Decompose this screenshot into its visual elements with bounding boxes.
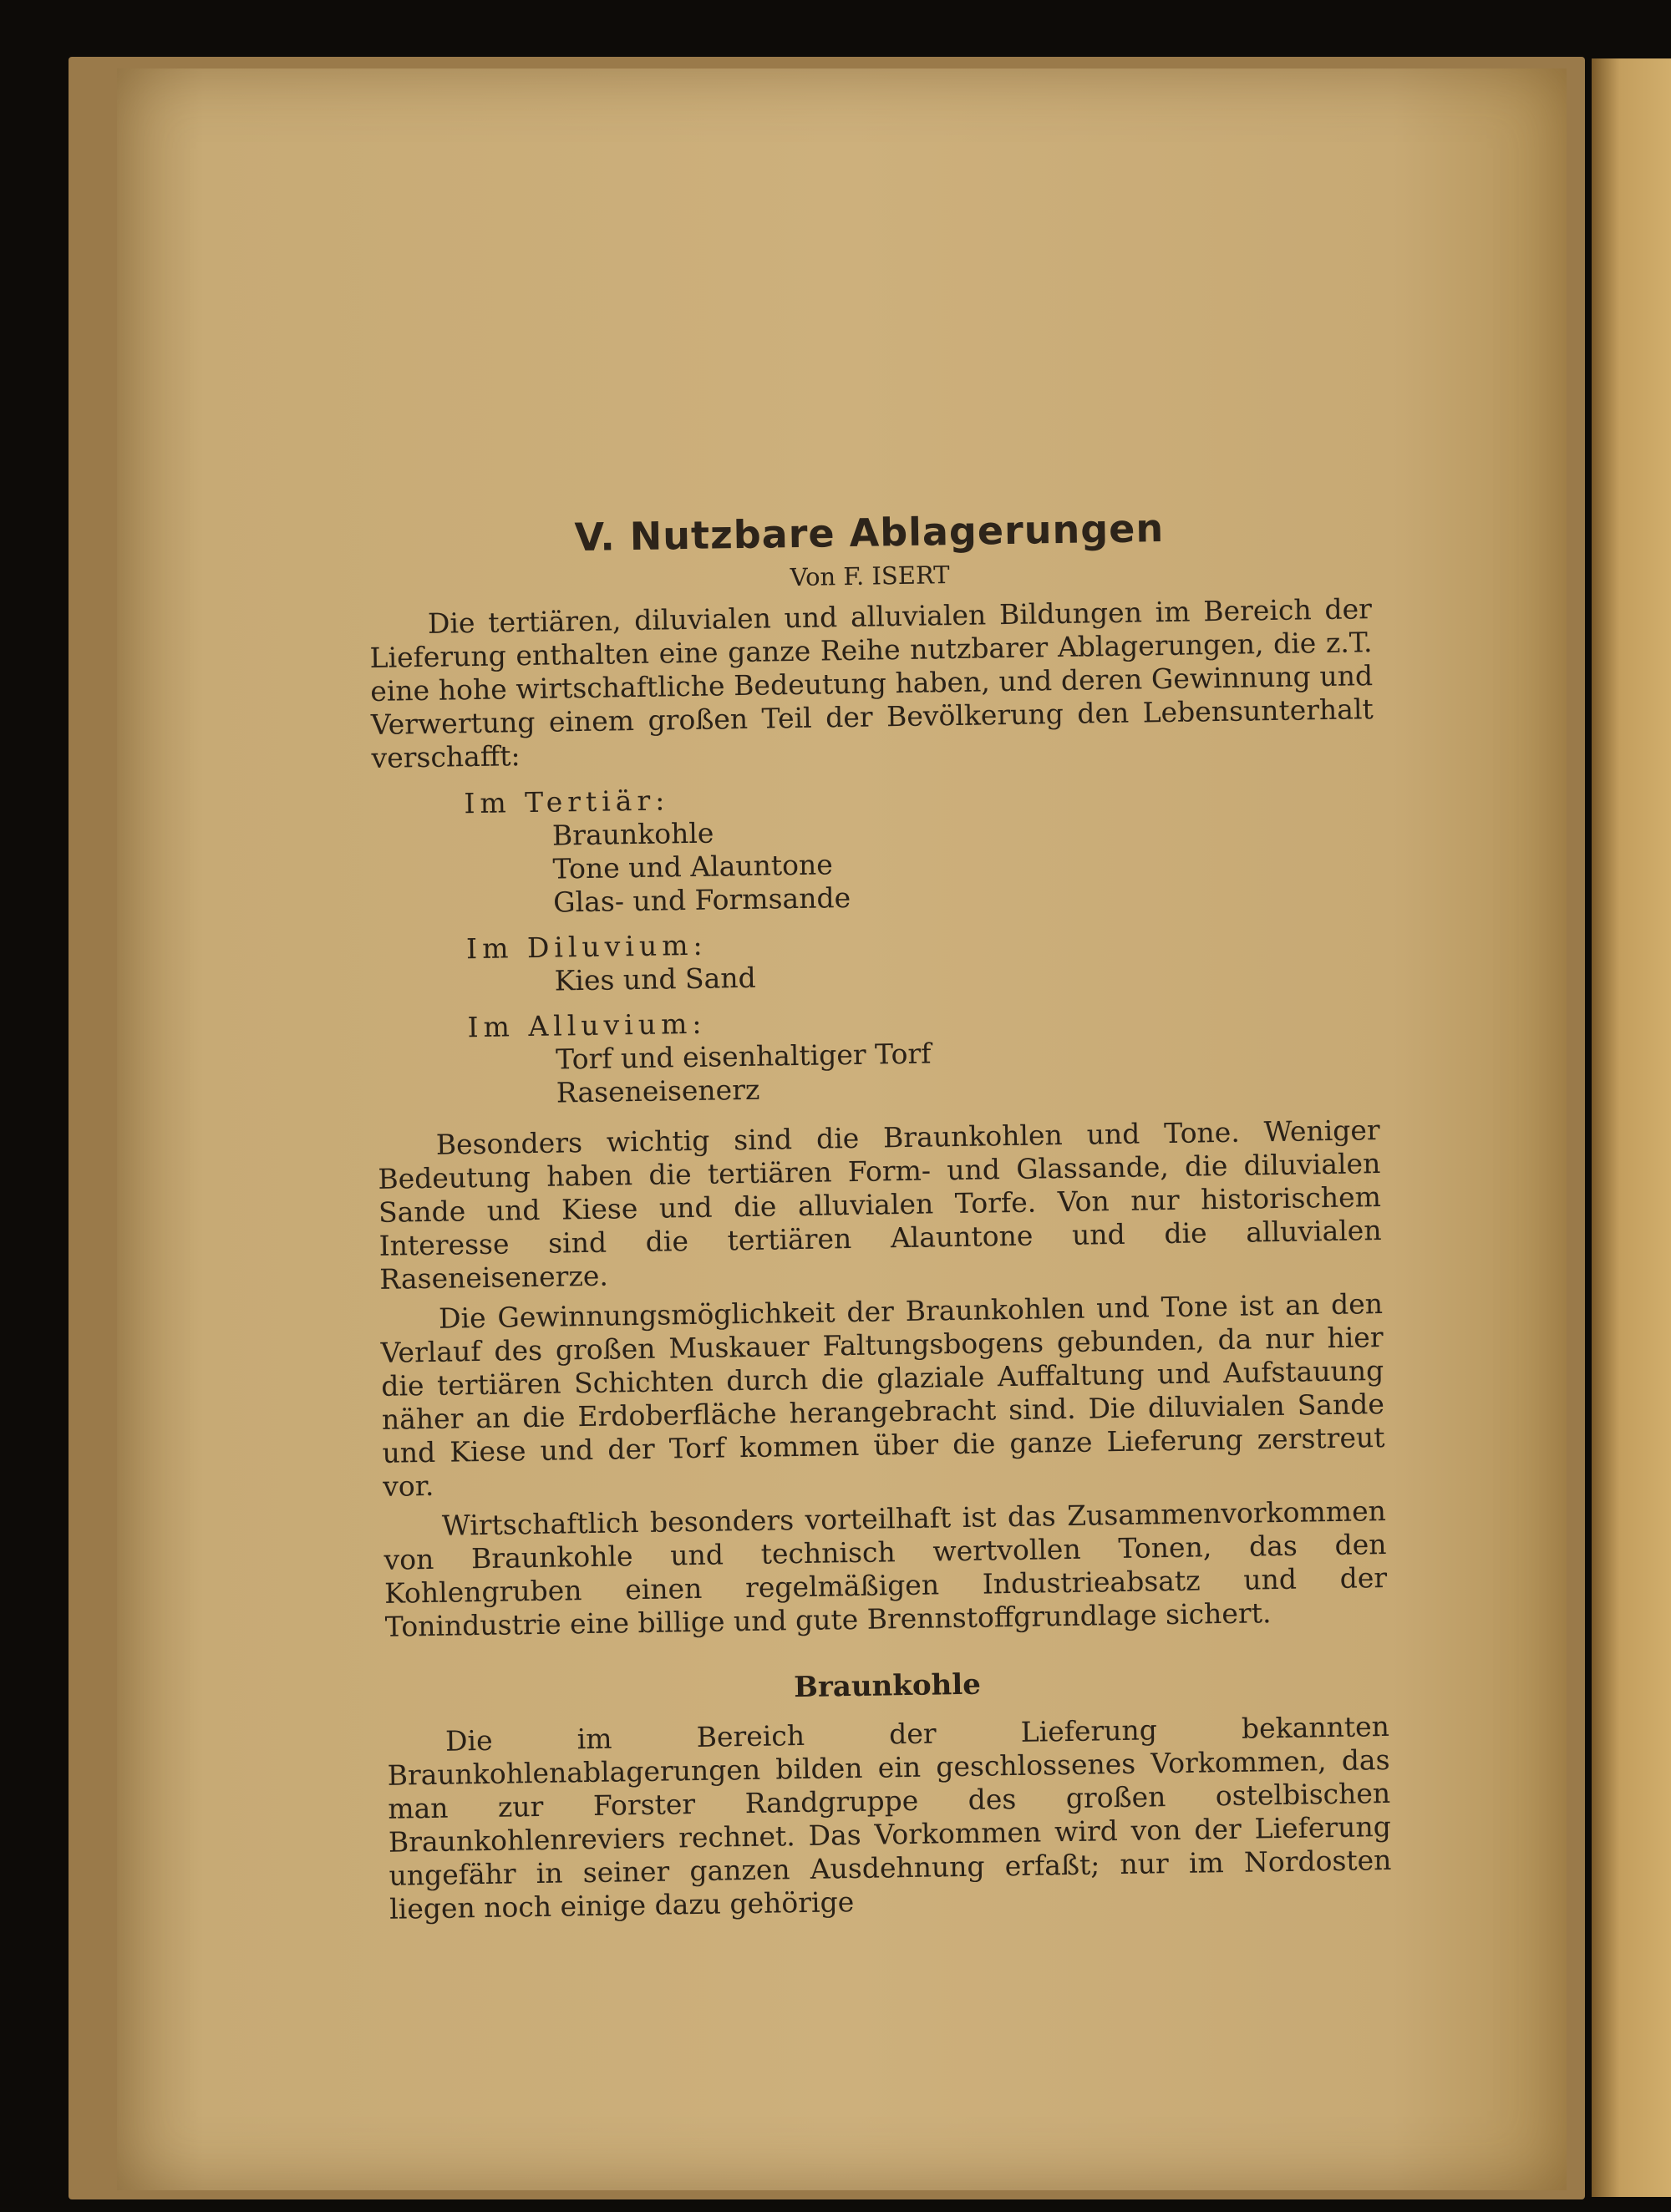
body-paragraph: Die Gewinnungsmöglichkeit der Braunkohlen und Tone ist an den Verlauf des großen Muskauer Faltungsbogens gebunden, da nur hier die tertiären Schichten durch die glaziale Auffaltung und Aufstauung näher an die Erdoberfläche herangebracht sind. Die diluvialen Sande und Kiese und der Torf kommen über die ganze Lieferung zerstreut vor. [380,1287,1385,1503]
list-item: Torf und eisenhaltiger Torf [555,1037,932,1076]
body-paragraph: Besonders wichtig sind die Braunkohlen und Tone. Weniger Bedeutung haben die tertiären Form- und Glassande, die diluvialen Sande und Kiese und die alluvialen Torfe. Von nur historischem Interesse sind die tertiären Alauntone und die alluvialen Raseneisenerze. [378,1114,1382,1296]
chapter-title: V. Nutzbare Ablagerungen [574,505,1165,561]
group-heading-alluvium: Im Alluvium: [467,1007,707,1044]
body-paragraph: Wirtschaftlich besonders vorteilhaft ist das Zusammenvorkommen von Braunkohle und technisch wertvollen Tonen, das den Kohlengruben einen regelmäßigen Industrieabsatz und der Tonindustrie eine billige und gute Brennstoffgrundlage sichert. [383,1494,1388,1643]
group-heading-tertiaer: Im Tertiär: [464,784,670,820]
facing-page-edge [1592,58,1671,2197]
list-item: Braunkohle [551,816,714,852]
list-item: Tone und Alauntone [552,848,834,885]
page-content [368,502,1392,1926]
group-heading-diluvium: Im Diluvium: [465,928,708,966]
section-heading: Braunkohle [793,1667,982,1705]
deposit-list [464,773,1379,1111]
list-item: Raseneisenerz [556,1073,760,1109]
list-item: Kies und Sand [554,961,756,997]
list-item: Glas- und Formsande [552,880,851,919]
section-paragraph: Die im Bereich der Lieferung bekannten Braunkohlenablagerungen bilden ein geschlossenes Vorkommen, das man zur Forster Randgruppe des großen ostelbischen Braunkohlenreviers rechnet. Das Vorkommen wird von der Lieferung ungefähr in seiner ganzen Ausdehnung erfaßt; nur im Nordosten liegen noch einige dazu gehörige [387,1709,1392,1925]
author-byline: Von F. ISERT [790,561,950,592]
intro-paragraph: Die tertiären, diluvialen und alluvialen Bildungen im Bereich der Lieferung enthalten eine ganze Reihe nutzbarer Ablagerungen, die z.T. eine hohe wirtschaftliche Bedeutung haben, und deren Gewinnung und Verwertung einem großen Teil der Bevölkerung den Lebensunterhalt verschafft: [369,592,1374,774]
